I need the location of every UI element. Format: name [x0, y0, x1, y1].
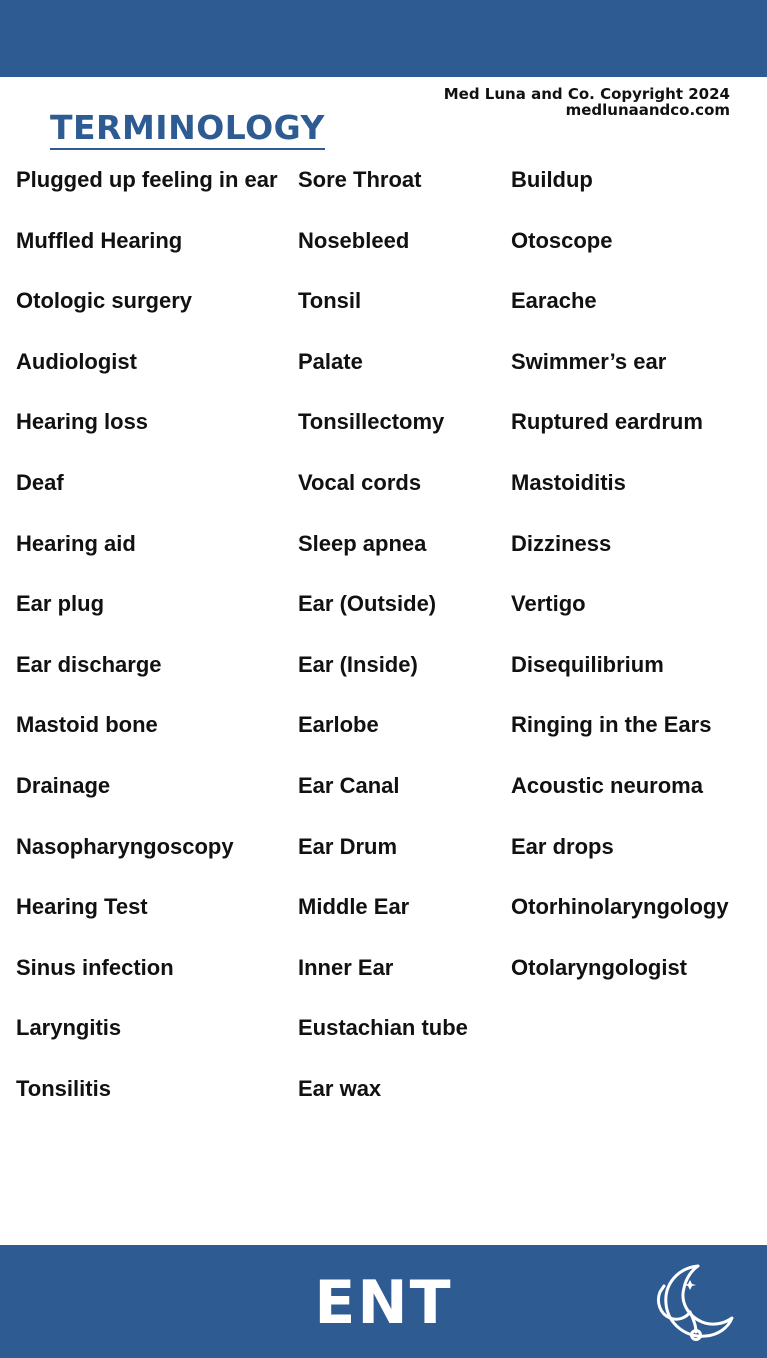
term-item: Otoscope [511, 227, 613, 253]
term-column-2 [298, 164, 468, 1134]
term-item: Hearing aid [16, 530, 136, 556]
term-item: Vocal cords [298, 469, 422, 495]
term-item: Ear (Outside) [298, 591, 437, 617]
term-item: Muffled Hearing [16, 227, 183, 253]
term-item: Acoustic neuroma [511, 772, 703, 798]
term-item: Plugged up feeling in ear [16, 167, 278, 192]
term-item: Middle Ear [298, 894, 410, 920]
term-item: Sore Throat [298, 167, 422, 192]
term-item: Ruptured eardrum [511, 409, 703, 435]
term-item: Sinus infection [16, 954, 174, 980]
top-banner [0, 0, 767, 77]
term-item: Disequilibrium [511, 651, 664, 677]
term-item: Palate [298, 348, 363, 374]
website-text: medlunaandco.com [565, 101, 730, 119]
page-title: TERMINOLOGY [50, 108, 325, 150]
term-item: Audiologist [16, 348, 137, 374]
term-item: Inner Ear [298, 954, 394, 980]
term-column-3 [511, 164, 729, 1012]
copyright-text: Med Luna and Co. Copyright 2024 [443, 85, 730, 103]
term-item: Drainage [16, 772, 111, 798]
term-item: Deaf [16, 469, 64, 495]
term-column-1 [16, 164, 278, 1134]
term-item: Nosebleed [298, 227, 410, 253]
term-item: Ear Drum [298, 833, 398, 859]
term-item: Ear plug [16, 591, 105, 617]
term-item: Eustachian tube [298, 1015, 468, 1041]
term-item: Tonsilitis [16, 1075, 111, 1101]
term-item: Laryngitis [16, 1015, 122, 1041]
term-item: Dizziness [511, 530, 612, 556]
term-item: Nasopharyngoscopy [16, 833, 234, 859]
term-item: Mastoiditis [511, 469, 626, 495]
term-item: Ear discharge [16, 651, 162, 677]
term-item: Sleep apnea [298, 530, 427, 556]
copyright-notice [444, 86, 730, 118]
term-item: Earache [511, 288, 597, 314]
term-item: Vertigo [511, 591, 586, 617]
footer-title: ENT [314, 1268, 453, 1338]
term-item: Ear drops [511, 833, 614, 859]
term-item: Otorhinolaryngology [511, 894, 729, 920]
term-item: Swimmer’s ear [511, 348, 667, 374]
term-item: Ear wax [298, 1075, 382, 1101]
term-item: Tonsillectomy [298, 409, 445, 435]
term-item: Hearing Test [16, 894, 148, 920]
term-item: Hearing loss [16, 409, 149, 435]
term-item: Ear (Inside) [298, 651, 418, 677]
term-item: Buildup [511, 167, 593, 192]
term-item: Tonsil [298, 288, 362, 314]
term-item: Otologic surgery [16, 288, 193, 314]
term-item: Otolaryngologist [511, 954, 687, 980]
moon-stethoscope-icon [650, 1262, 734, 1342]
term-item: Ear Canal [298, 772, 400, 798]
term-item: Mastoid bone [16, 712, 158, 738]
term-item: Earlobe [298, 712, 379, 738]
term-item: Ringing in the Ears [511, 712, 712, 738]
